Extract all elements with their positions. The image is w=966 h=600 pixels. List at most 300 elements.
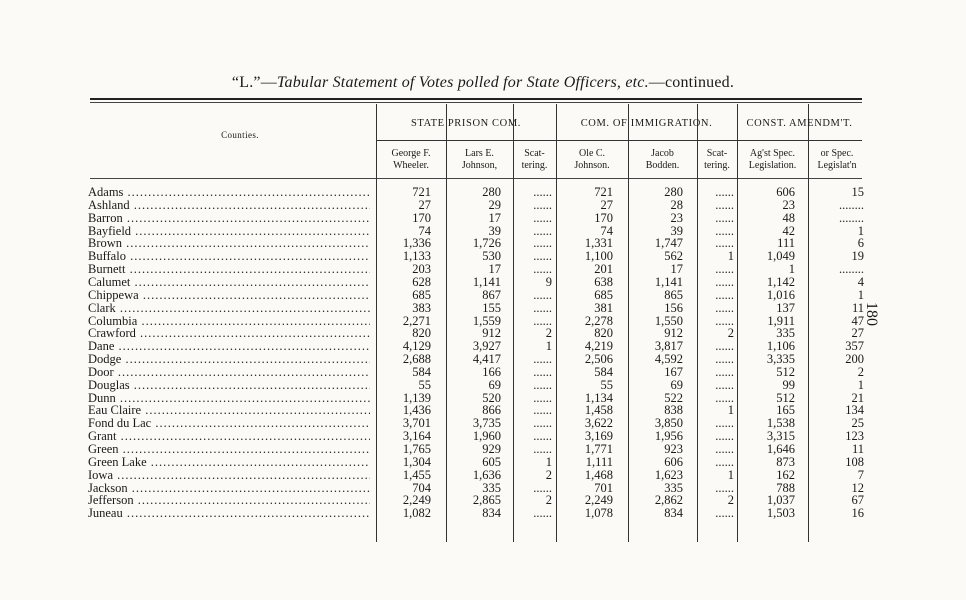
table-row: [0, 199, 966, 212]
vote-count: 23: [670, 210, 683, 225]
column-header-line: Bodden.: [645, 160, 680, 171]
vote-count: ......: [715, 236, 734, 251]
vote-count: 1: [727, 249, 734, 264]
county-name-text: Eau Claire: [88, 404, 142, 418]
vote-count: 1,049: [766, 249, 795, 264]
county-name: [88, 494, 370, 507]
vote-count: 1: [788, 262, 795, 277]
vote-count: 866: [482, 403, 501, 418]
group-rule: [376, 140, 556, 141]
vote-count: 2,249: [584, 493, 613, 508]
vote-count: 2: [545, 326, 552, 341]
vote-count: 1,550: [654, 313, 683, 328]
vote-count: 55: [418, 377, 431, 392]
com-of-immigration-header: COM. OF IMMIGRATION.: [580, 118, 713, 129]
vote-count: ......: [715, 364, 734, 379]
county-name-text: Green Lake: [88, 455, 147, 469]
vote-count: 6: [857, 236, 864, 251]
vote-count: ......: [533, 236, 552, 251]
table-row: [0, 302, 966, 315]
county-name: [88, 237, 370, 250]
vote-count: 123: [845, 429, 864, 444]
counties-header: Counties.: [221, 130, 259, 140]
vote-count: 912: [482, 326, 501, 341]
vote-count: 701: [594, 480, 613, 495]
state-prison-com-header: STATE PRISON COM.: [410, 118, 521, 129]
county-name: [88, 404, 370, 417]
vote-count: 512: [776, 364, 795, 379]
table-row: [0, 250, 966, 263]
vote-count: 1,646: [766, 442, 795, 456]
vote-count: ......: [715, 274, 734, 289]
vote-count: 1,455: [402, 467, 431, 482]
column-header: [808, 148, 866, 172]
table-row: [0, 456, 966, 469]
vote-count: 867: [482, 287, 501, 302]
vote-count: 584: [412, 364, 431, 379]
vote-count: 170: [412, 210, 431, 225]
column-header-line: Johnson,: [461, 160, 498, 171]
vote-count: ......: [533, 287, 552, 302]
vote-count: 2: [727, 326, 734, 341]
county-name-text: Jackson: [88, 481, 128, 495]
county-name: [88, 327, 370, 340]
vote-count: 820: [594, 326, 613, 341]
vote-count: 134: [845, 403, 864, 418]
vote-count: 1,082: [402, 506, 431, 521]
vote-count: ......: [533, 429, 552, 444]
vote-count: 3,850: [654, 416, 683, 431]
vote-count: 165: [776, 403, 795, 418]
vote-count: 27: [600, 197, 613, 212]
top-rule-thick: [90, 98, 862, 100]
vote-count: 2,688: [402, 352, 431, 367]
vote-count: 3,701: [402, 416, 431, 431]
vote-count: 155: [482, 300, 501, 315]
vote-count: ......: [533, 442, 552, 456]
vote-count: 39: [488, 223, 501, 238]
vote-count: 1,726: [472, 236, 501, 251]
vote-count: 834: [664, 506, 683, 521]
vote-count: ......: [715, 313, 734, 328]
vote-count: 1,559: [472, 313, 501, 328]
column-header-line: Ag'st Spec.: [749, 148, 796, 159]
vote-count: 1,771: [584, 442, 613, 456]
vote-count: 1,037: [766, 493, 795, 508]
vote-count: 1,133: [402, 249, 431, 264]
vote-count: ......: [715, 352, 734, 367]
county-name-text: Chippewa: [88, 288, 139, 302]
vote-count: ......: [715, 390, 734, 405]
vote-count: 335: [776, 326, 795, 341]
vote-count: ......: [715, 339, 734, 354]
county-name-text: Iowa: [88, 468, 113, 482]
vote-count: 1,538: [766, 416, 795, 431]
county-name-text: Crawford: [88, 327, 136, 341]
county-name-text: Clark: [88, 301, 116, 315]
vote-count: 1: [857, 287, 864, 302]
vote-count: 162: [776, 467, 795, 482]
county-name: [88, 199, 370, 212]
vote-count: 1,304: [402, 454, 431, 469]
vote-count: 381: [594, 300, 613, 315]
vote-count: 1: [857, 223, 864, 238]
column-header-line: George F.: [391, 148, 431, 159]
vote-count: ......: [715, 416, 734, 431]
county-name-text: Barron: [88, 211, 123, 225]
county-name: [88, 302, 370, 315]
page-number: 180: [863, 302, 880, 326]
vote-count: 704: [412, 480, 431, 495]
vote-count: 1,078: [584, 506, 613, 521]
vote-count: 1: [545, 454, 552, 469]
vote-count: ......: [533, 390, 552, 405]
vote-count: 1: [727, 403, 734, 418]
const-amendment-header: CONST. AMENDM'T.: [746, 118, 853, 129]
vote-count: 3,927: [472, 339, 501, 354]
vote-count: ......: [715, 300, 734, 315]
title-italic: Tabular Statement of Votes polled for State Officers, etc.: [276, 74, 649, 91]
vote-count: 200: [845, 352, 864, 367]
vote-count: 15: [851, 185, 864, 199]
county-name-text: Adams: [88, 186, 124, 199]
county-name: [88, 212, 370, 225]
vote-count: 606: [776, 185, 795, 199]
vote-count: 834: [482, 506, 501, 521]
county-name: [88, 456, 370, 469]
vote-count: 1,623: [654, 467, 683, 482]
column-header-line: Johnson.: [574, 160, 610, 171]
vote-count: 929: [482, 442, 501, 456]
column-header-line: Legislat'n: [817, 160, 857, 171]
vote-count: 335: [482, 480, 501, 495]
vote-count: 1,336: [402, 236, 431, 251]
county-name: [88, 392, 370, 405]
vote-count: 7: [857, 467, 864, 482]
vote-count: ......: [533, 352, 552, 367]
vote-count: 873: [776, 454, 795, 469]
vote-count: 1,111: [585, 454, 613, 469]
column-header-line: Lars E.: [465, 148, 494, 159]
table-row: [0, 289, 966, 302]
vote-count: 1,503: [766, 506, 795, 521]
vote-count: 280: [664, 185, 683, 199]
vote-count: 1,458: [584, 403, 613, 418]
county-name: [88, 443, 370, 456]
vote-count: ......: [533, 416, 552, 431]
vote-count: 865: [664, 287, 683, 302]
vote-count: ......: [715, 287, 734, 302]
vote-count: 685: [412, 287, 431, 302]
vote-count: 39: [670, 223, 683, 238]
vote-count: 2,865: [472, 493, 501, 508]
vote-count: 2: [727, 493, 734, 508]
vote-count: ......: [715, 506, 734, 521]
vote-count: ......: [533, 377, 552, 392]
vote-count: 4,219: [584, 339, 613, 354]
vote-count: 562: [664, 249, 683, 264]
vote-count: 357: [845, 339, 864, 354]
column-header: [628, 148, 697, 172]
vote-count: 29: [488, 197, 501, 212]
table-row: [0, 212, 966, 225]
vote-count: 69: [488, 377, 501, 392]
vote-count: 1,139: [402, 390, 431, 405]
county-name: [88, 289, 370, 302]
vote-count: 2,862: [654, 493, 683, 508]
vote-count: ......: [715, 262, 734, 277]
vote-count: ......: [715, 454, 734, 469]
vote-count: ......: [533, 313, 552, 328]
county-name: [88, 379, 370, 392]
title-suffix: —continued.: [648, 74, 735, 91]
vote-count: 1,016: [766, 287, 795, 302]
vote-count: 383: [412, 300, 431, 315]
vote-count: 27: [418, 197, 431, 212]
vote-count: ......: [533, 223, 552, 238]
vote-count: 17: [670, 262, 683, 277]
vote-count: 638: [594, 274, 613, 289]
county-name: [88, 469, 370, 482]
vote-count: 2,249: [402, 493, 431, 508]
vote-count: 335: [664, 480, 683, 495]
vote-count: 3,817: [654, 339, 683, 354]
county-name: [88, 276, 370, 289]
vote-count: 19: [851, 249, 864, 264]
vote-count: 3,164: [402, 429, 431, 444]
vote-count: 27: [851, 326, 864, 341]
vote-count: ......: [533, 197, 552, 212]
vote-count: 1,765: [402, 442, 431, 456]
vote-count: 99: [782, 377, 795, 392]
county-name: [88, 315, 370, 328]
column-header: [513, 148, 556, 172]
vote-count: ......: [533, 262, 552, 277]
vote-count: 11: [851, 442, 864, 456]
vote-count: ........: [839, 262, 864, 277]
column-header-line: Scat-: [706, 148, 728, 159]
vote-count: 2,506: [584, 352, 613, 367]
vote-count: 17: [488, 262, 501, 277]
header-bottom-rule: [90, 178, 862, 179]
vote-count: 4,592: [654, 352, 683, 367]
vote-count: 605: [482, 454, 501, 469]
county-name: [88, 366, 370, 379]
vote-count: 1,747: [654, 236, 683, 251]
vote-count: 21: [851, 390, 864, 405]
vote-count: 3,169: [584, 429, 613, 444]
vote-count: 1: [727, 467, 734, 482]
vote-count: 923: [664, 442, 683, 456]
column-header: [446, 148, 513, 172]
vote-count: 170: [594, 210, 613, 225]
vote-count: 4,417: [472, 352, 501, 367]
vote-count: 3,622: [584, 416, 613, 431]
vote-count: 1,106: [766, 339, 795, 354]
vote-count: 4,129: [402, 339, 431, 354]
county-name-text: Dunn: [88, 391, 116, 405]
vote-count: 48: [782, 210, 795, 225]
vote-count: 606: [664, 454, 683, 469]
vote-count: 520: [482, 390, 501, 405]
vote-count: 912: [664, 326, 683, 341]
county-name-text: Bayfield: [88, 224, 132, 238]
vote-count: 108: [845, 454, 864, 469]
vote-count: 584: [594, 364, 613, 379]
vote-count: 522: [664, 390, 683, 405]
column-header-line: or Spec.: [820, 148, 854, 159]
vote-count: 47: [851, 313, 864, 328]
vote-count: 280: [482, 185, 501, 199]
vote-count: 203: [412, 262, 431, 277]
vote-count: ......: [533, 249, 552, 264]
table-row: [0, 276, 966, 289]
vote-count: ......: [533, 300, 552, 315]
vote-count: ........: [839, 197, 864, 212]
county-name: [88, 340, 370, 353]
vote-count: 167: [664, 364, 683, 379]
vote-count: 838: [664, 403, 683, 418]
vote-count: 1: [545, 339, 552, 354]
county-name: [88, 225, 370, 238]
county-name: [88, 353, 370, 366]
vote-count: 3,315: [766, 429, 795, 444]
county-name-text: Ashland: [88, 198, 130, 212]
county-name: [88, 430, 370, 443]
vote-count: 17: [488, 210, 501, 225]
vote-count: ......: [533, 480, 552, 495]
vote-count: 23: [782, 197, 795, 212]
vote-count: 2: [545, 493, 552, 508]
vote-count: 1,142: [766, 274, 795, 289]
vote-count: 55: [600, 377, 613, 392]
group-rule: [556, 140, 737, 141]
vote-count: ......: [533, 403, 552, 418]
county-name-text: Jefferson: [88, 494, 134, 508]
vote-count: ......: [715, 429, 734, 444]
vote-count: ......: [715, 210, 734, 225]
vote-count: 9: [545, 274, 552, 289]
column-header: [737, 148, 808, 172]
county-name-text: Brown: [88, 237, 123, 251]
vote-count: 1,331: [584, 236, 613, 251]
county-name-text: Buffalo: [88, 250, 126, 264]
vote-count: 69: [670, 377, 683, 392]
vote-count: ......: [715, 480, 734, 495]
county-name-text: Grant: [88, 430, 117, 444]
vote-count: 1,100: [584, 249, 613, 264]
vote-count: 1,134: [584, 390, 613, 405]
vote-count: 74: [600, 223, 613, 238]
vote-count: 512: [776, 390, 795, 405]
column-header-line: Ole C.: [578, 148, 606, 159]
vote-count: 1,636: [472, 467, 501, 482]
page-title: [0, 74, 966, 92]
vote-count: 1,956: [654, 429, 683, 444]
vote-count: 788: [776, 480, 795, 495]
county-name: [88, 417, 370, 430]
vote-count: 166: [482, 364, 501, 379]
vote-count: ......: [533, 506, 552, 521]
vote-count: ......: [533, 210, 552, 225]
county-name-text: Door: [88, 365, 114, 379]
vote-count: 25: [851, 416, 864, 431]
vote-count: 1,436: [402, 403, 431, 418]
column-header-line: Jacob: [651, 148, 674, 159]
vote-count: 137: [776, 300, 795, 315]
vote-count: ......: [715, 185, 734, 199]
county-name-text: Juneau: [88, 507, 123, 521]
county-name-text: Columbia: [88, 314, 138, 328]
vote-count: 201: [594, 262, 613, 277]
vote-count: 67: [851, 493, 864, 508]
county-name-text: Douglas: [88, 378, 130, 392]
vote-count: 1,960: [472, 429, 501, 444]
vote-count: 1,468: [584, 467, 613, 482]
vote-count: 1,141: [472, 274, 501, 289]
vote-count: 721: [412, 185, 431, 199]
table-row: [0, 507, 966, 520]
vote-count: 2: [857, 364, 864, 379]
county-name: [88, 250, 370, 263]
vote-count: 42: [782, 223, 795, 238]
column-header: [697, 148, 737, 172]
column-header: [376, 148, 446, 172]
vote-count: 156: [664, 300, 683, 315]
column-header-line: Legislation.: [748, 160, 797, 171]
column-header-line: Scat-: [524, 148, 545, 159]
column-header-line: Wheeler.: [393, 160, 429, 171]
county-name-text: Dane: [88, 340, 115, 354]
vote-count: 820: [412, 326, 431, 341]
column-header-line: tering.: [521, 160, 548, 171]
vote-count: ......: [715, 197, 734, 212]
vote-count: 16: [851, 506, 864, 521]
column-header-line: tering.: [704, 160, 730, 171]
table-row: [0, 379, 966, 392]
vote-count: 11: [851, 300, 864, 315]
vote-count: ......: [715, 442, 734, 456]
county-name-text: Burnett: [88, 263, 126, 277]
table-row: [0, 469, 966, 482]
county-name: [88, 482, 370, 495]
vote-count: 12: [851, 480, 864, 495]
vote-count: ......: [533, 364, 552, 379]
county-name-text: Calumet: [88, 275, 131, 289]
vote-count: 4: [857, 274, 864, 289]
vote-count: 530: [482, 249, 501, 264]
county-name: [88, 263, 370, 276]
title-quote: “L.”—: [231, 74, 277, 91]
vote-count: 2: [545, 467, 552, 482]
vote-count: 111: [777, 236, 795, 251]
vote-count: ......: [715, 377, 734, 392]
group-rule: [737, 140, 862, 141]
vote-count: 3,335: [766, 352, 795, 367]
vote-count: 1,911: [767, 313, 795, 328]
county-name: [88, 507, 370, 520]
vote-count: 1,141: [654, 274, 683, 289]
vote-count: 2,278: [584, 313, 613, 328]
vote-count: ........: [839, 210, 864, 225]
top-rule-thin: [90, 102, 862, 103]
vote-count: 28: [670, 197, 683, 212]
county-name: [88, 186, 370, 199]
column-header: [556, 148, 628, 172]
county-name-text: Dodge: [88, 353, 122, 367]
table-row: [0, 186, 966, 199]
vote-count: 685: [594, 287, 613, 302]
